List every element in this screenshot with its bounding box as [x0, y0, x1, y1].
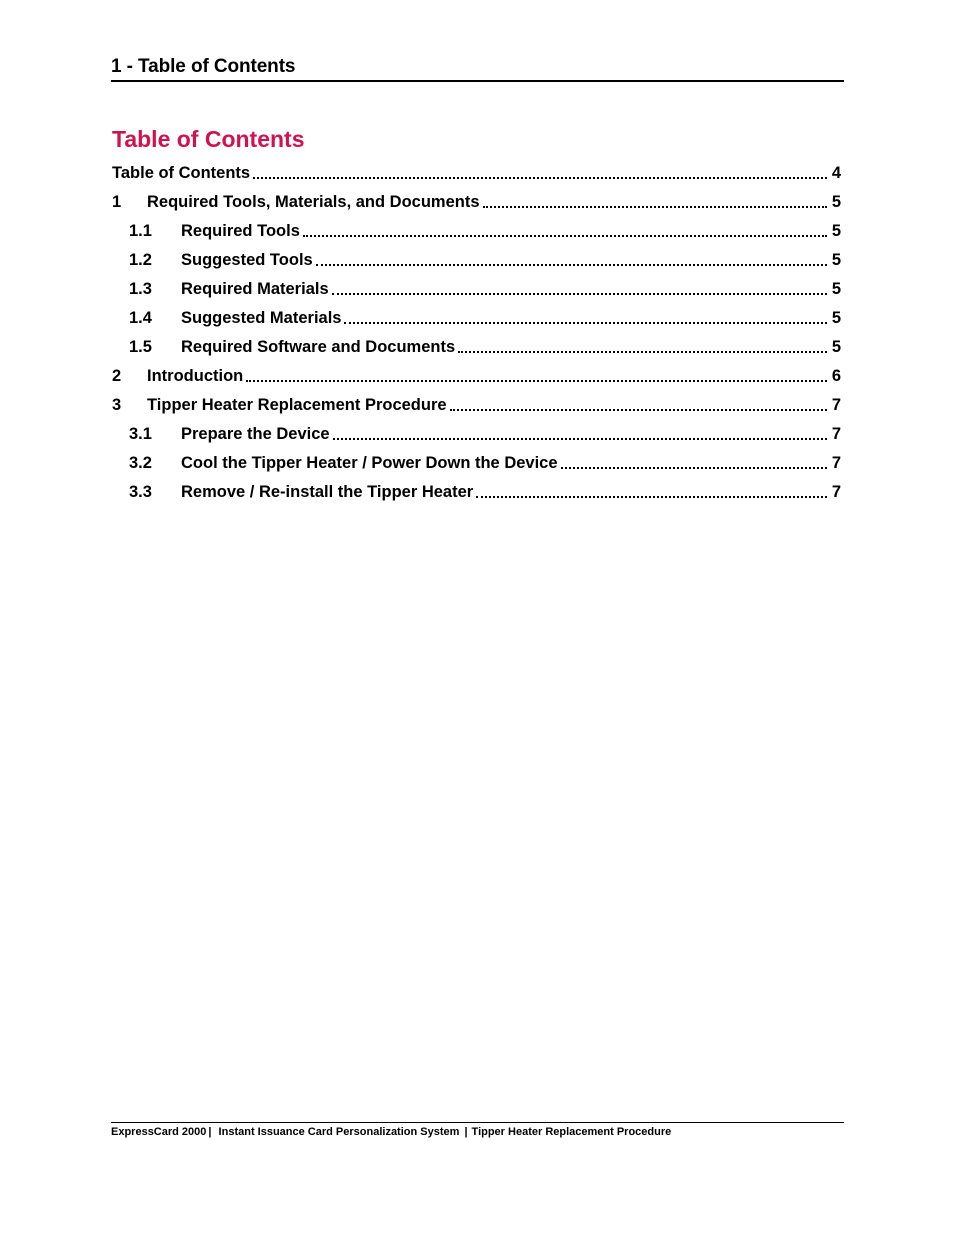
toc-heading: Table of Contents — [112, 126, 305, 152]
toc-entry-page: 7 — [831, 482, 841, 501]
toc-entry-title: Suggested Materials — [181, 308, 342, 327]
toc-entry-number: 1 — [112, 192, 122, 211]
running-footer — [111, 1122, 844, 1139]
dot-leader — [476, 481, 827, 503]
toc-entry[interactable] — [112, 477, 841, 506]
footer-system: Instant Issuance Card Personalization System — [218, 1126, 460, 1138]
toc-entry[interactable] — [112, 448, 841, 477]
toc-entry-page: 6 — [831, 366, 841, 385]
toc-entry[interactable] — [112, 390, 841, 419]
toc-entry-page: 7 — [831, 395, 841, 414]
toc-entry[interactable] — [112, 158, 841, 187]
toc-entry-title: Required Software and Documents — [181, 337, 456, 356]
toc-entry-number: 3.2 — [129, 453, 152, 472]
toc-entry-title: Required Materials — [181, 279, 329, 298]
dot-leader — [333, 423, 827, 445]
running-header — [111, 54, 844, 82]
toc-entry-number: 1.4 — [129, 308, 152, 327]
dot-leader — [316, 249, 827, 271]
dot-leader — [332, 278, 827, 300]
toc-entry-page: 5 — [831, 308, 841, 327]
toc-entry[interactable] — [112, 303, 841, 332]
toc-entry-title: Introduction — [147, 366, 244, 385]
toc-entry-page: 5 — [831, 250, 841, 269]
toc-entry-number: 3 — [112, 395, 122, 414]
toc-entry-number: 3.3 — [129, 482, 152, 501]
toc-entry-title: Cool the Tipper Heater / Power Down the Device — [181, 453, 558, 472]
toc-entry[interactable] — [112, 216, 841, 245]
toc-entry[interactable] — [112, 361, 841, 390]
footer-separator: | — [464, 1126, 468, 1138]
dot-leader — [303, 220, 827, 242]
footer-product: ExpressCard 2000 — [111, 1126, 207, 1138]
toc-entry-title: Tipper Heater Replacement Procedure — [147, 395, 447, 414]
toc-entry-title: Table of Contents — [112, 163, 251, 182]
toc-entry[interactable] — [112, 332, 841, 361]
toc-entry-number: 2 — [112, 366, 122, 385]
toc-entry-page: 7 — [831, 424, 841, 443]
dot-leader — [253, 162, 827, 184]
toc-entry-page: 5 — [831, 337, 841, 356]
dot-leader — [458, 336, 827, 358]
toc-entry-number: 1.3 — [129, 279, 152, 298]
dot-leader — [483, 191, 827, 213]
toc-entry-title: Required Tools, Materials, and Documents — [147, 192, 480, 211]
toc-list — [112, 158, 841, 506]
toc-entry-page: 7 — [831, 453, 841, 472]
toc-entry-title: Required Tools — [181, 221, 300, 240]
toc-entry-number: 1.5 — [129, 337, 152, 356]
toc-entry-page: 4 — [831, 163, 841, 182]
toc-entry-title: Prepare the Device — [181, 424, 330, 443]
toc-entry[interactable] — [112, 419, 841, 448]
toc-entry-page: 5 — [831, 192, 841, 211]
toc-entry-title: Suggested Tools — [181, 250, 313, 269]
dot-leader — [344, 307, 827, 329]
toc-entry-number: 1.1 — [129, 221, 152, 240]
dot-leader — [246, 365, 827, 387]
toc-entry-number: 1.2 — [129, 250, 152, 269]
toc-entry[interactable] — [112, 187, 841, 216]
toc-entry-title: Remove / Re-install the Tipper Heater — [181, 482, 474, 501]
toc-entry-page: 5 — [831, 221, 841, 240]
toc-entry-number: 3.1 — [129, 424, 152, 443]
toc-entry[interactable] — [112, 245, 841, 274]
toc-entry[interactable] — [112, 274, 841, 303]
running-header-title: 1 - Table of Contents — [111, 56, 296, 77]
dot-leader — [561, 452, 827, 474]
footer-document: Tipper Heater Replacement Procedure — [471, 1126, 672, 1138]
toc-entry-page: 5 — [831, 279, 841, 298]
dot-leader — [450, 394, 827, 416]
footer-separator: | — [208, 1126, 212, 1138]
